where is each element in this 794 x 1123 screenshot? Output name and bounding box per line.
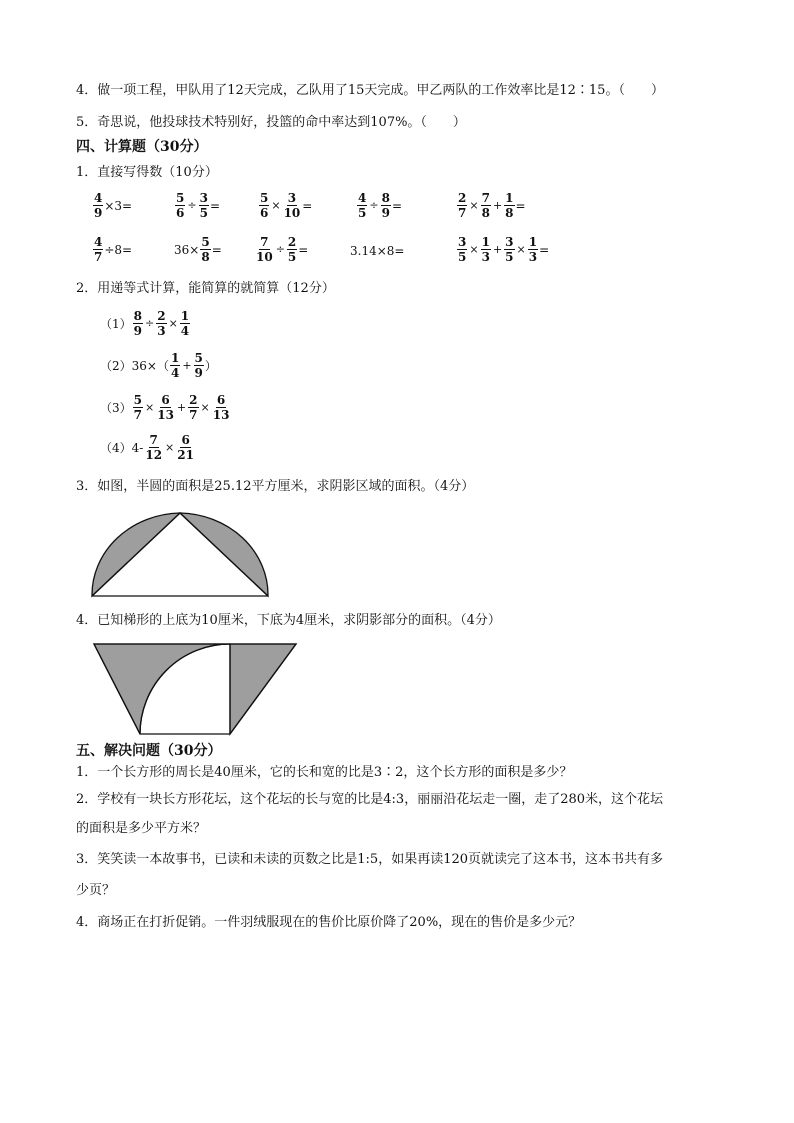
fraction: $\frac{3}{10}$: [283, 191, 301, 220]
fraction: $\frac{5}{9}$: [194, 351, 203, 380]
semicircle-figure: [90, 508, 274, 600]
shaded-left-region: [94, 644, 230, 734]
calc-2-item-4: （4） 4- $\frac{7}{12}$ × $\frac{6}{21}$: [100, 433, 194, 462]
fraction: $\frac{7}{10}$: [256, 235, 273, 264]
fraction: $\frac{6}{21}$: [177, 433, 194, 462]
fraction: $\frac{3}{5}$: [199, 191, 208, 220]
fraction: $\frac{2}{3}$: [157, 309, 166, 338]
fraction: $\frac{6}{13}$: [212, 393, 230, 422]
fraction: $\frac{5}{6}$: [176, 191, 185, 220]
fraction: $\frac{4}{5}$: [358, 191, 367, 220]
mental-r2c3: $\frac{7}{10}$ ÷ $\frac{2}{5}$ =: [256, 235, 309, 264]
solve-question-3-line-1: 3．笑笑读一本故事书，已读和未读的页数之比是1:5，如果再读120页就读完了这本书，这本书共有多: [76, 852, 664, 867]
fraction: $\frac{5}{6}$: [260, 191, 269, 220]
mental-r2c5: $\frac{3}{5}$ × $\frac{1}{3}$ + $\frac{3}{5}$ × $\frac{1}{3}$ =: [458, 235, 550, 264]
fraction: $\frac{5}{8}$: [201, 235, 210, 264]
mental-r1c3: $\frac{5}{6}$ × $\frac{3}{10}$ =: [260, 191, 313, 220]
fraction: $\frac{7}{8}$: [481, 191, 490, 220]
mental-r1c4: $\frac{4}{5}$ ÷ $\frac{8}{9}$ =: [358, 191, 402, 220]
calc-2-item-3: （3） $\frac{5}{7}$ × $\frac{6}{13}$ + $\frac{2}{7}$ × $\frac{6}{13}$: [100, 393, 230, 422]
fraction: $\frac{1}{3}$: [528, 235, 538, 264]
trapezoid-figure: [92, 642, 302, 736]
solve-question-4: 4．商场正在打折促销。一件羽绒服现在的售价比原价降了20%，现在的售价是多少元？: [76, 915, 582, 930]
calc-part-1-title: 1．直接写得数（10分）: [76, 165, 218, 180]
mental-r1c5: $\frac{2}{7}$ × $\frac{7}{8}$ + $\frac{1}{8}$ =: [458, 191, 526, 220]
fraction: $\frac{1}{4}$: [180, 309, 190, 338]
fraction: $\frac{8}{9}$: [381, 191, 390, 220]
fraction: $\frac{8}{9}$: [133, 309, 142, 338]
section-5-title: 五、解决问题（30分）: [76, 743, 222, 759]
fraction: $\frac{3}{5}$: [505, 235, 514, 264]
fraction: $\frac{1}{3}$: [481, 235, 490, 264]
fraction: $\frac{4}{7}$: [94, 235, 103, 264]
mental-r2c1: $\frac{4}{7}$ ÷8=: [94, 235, 133, 264]
fraction: $\frac{3}{5}$: [458, 235, 467, 264]
solve-question-2-line-2: 的面积是多少平方米？: [76, 821, 207, 836]
judge-question-4: 4．做一项工程，甲队用了12天完成，乙队用了15天完成。甲乙两队的工作效率比是12∶15。（ ）: [76, 83, 664, 98]
fraction: $\frac{5}{7}$: [133, 393, 142, 422]
calc-part-3-title: 3．如图，半圆的面积是25.12平方厘米，求阴影区域的面积。（4分）: [76, 479, 475, 494]
fraction: $\frac{7}{12}$: [145, 433, 163, 462]
solve-question-1: 1．一个长方形的周长是40厘米，它的长和宽的比是3∶2，这个长方形的面积是多少？: [76, 765, 573, 780]
mental-r2c2: 36× $\frac{5}{8}$ =: [174, 235, 222, 264]
calc-2-item-1: （1） $\frac{8}{9}$ ÷ $\frac{2}{3}$ × $\frac{1}{4}$: [100, 309, 190, 338]
fraction: $\frac{2}{7}$: [189, 393, 198, 422]
calc-part-2-title: 2．用递等式计算，能简算的就简算（12分）: [76, 281, 335, 296]
judge-question-5: 5．奇思说，他投球技术特别好，投篮的命中率达到107%。（ ）: [76, 115, 466, 130]
mental-r1c1: [92, 192, 132, 219]
fraction: $\frac{2}{5}$: [287, 235, 297, 264]
fraction: $\frac{1}{8}$: [505, 191, 514, 220]
solve-question-3-line-2: 少页？: [76, 883, 116, 898]
expr-text: ×3=: [104, 198, 133, 213]
fraction: $\frac{4}{9}$: [94, 191, 103, 220]
mental-r1c2: $\frac{5}{6}$ ÷ $\frac{3}{5}$ =: [176, 191, 220, 220]
fraction: $\frac{1}{4}$: [170, 351, 180, 380]
mental-r2c4: 3.14×8=: [350, 244, 405, 258]
calc-part-4-title: 4．已知梯形的上底为10厘米，下底为4厘米，求阴影部分的面积。（4分）: [76, 613, 501, 628]
fraction: $\frac{6}{13}$: [157, 393, 174, 422]
section-4-title: 四、计算题（30分）: [76, 139, 208, 155]
calc-2-item-2: （2） 36×（ $\frac{1}{4}$ + $\frac{5}{9}$ ）: [100, 351, 217, 380]
solve-question-2-line-1: 2．学校有一块长方形花坛，这个花坛的长与宽的比是4:3，丽丽沿花坛走一圈，走了280米，这个花坛: [76, 792, 664, 807]
fraction: $\frac{2}{7}$: [458, 191, 467, 220]
